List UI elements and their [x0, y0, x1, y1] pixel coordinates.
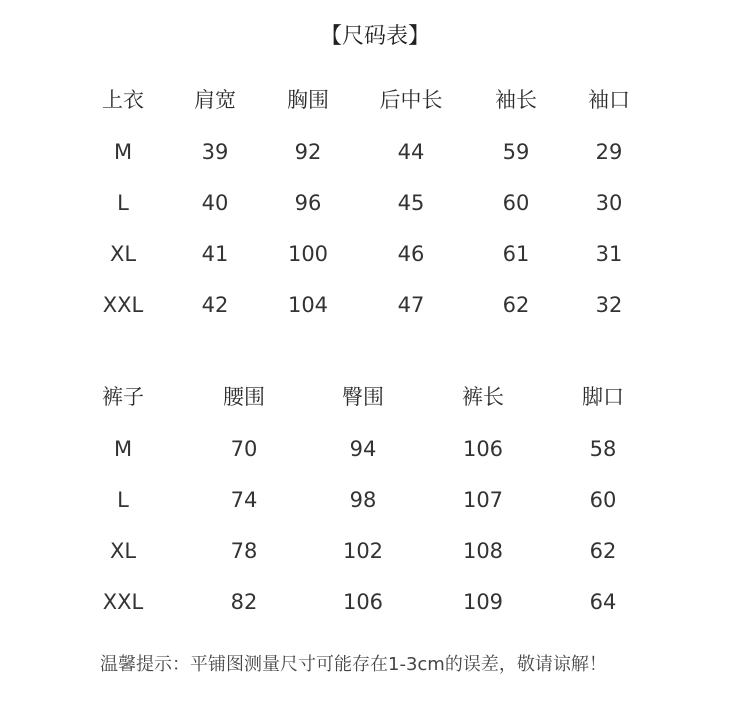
top-table-cell: 45	[397, 191, 425, 215]
top-table-cell: 47	[397, 293, 425, 317]
bottom-table-cell: 82	[230, 590, 258, 614]
top-table-cell: 61	[502, 242, 530, 266]
bottom-table-cell: 98	[349, 488, 377, 512]
top-table-cell: 104	[287, 293, 329, 317]
top-table-cell: 39	[201, 140, 229, 164]
bottom-table-cell: 94	[349, 437, 377, 461]
top-table-cell: 41	[201, 242, 229, 266]
top-size-label: XXL	[102, 293, 144, 317]
top-table-cell: 44	[397, 140, 425, 164]
bottom-table-cell: 106	[462, 437, 504, 461]
bottom-header-cell: 裤子	[102, 385, 144, 409]
top-table-cell: 62	[502, 293, 530, 317]
bottom-header-cell: 裤长	[462, 385, 504, 409]
page-title: 【尺码表】	[319, 24, 430, 49]
top-table-cell: 92	[294, 140, 322, 164]
top-header-cell: 肩宽	[194, 88, 236, 112]
bottom-table-cell: 74	[230, 488, 258, 512]
top-table-cell: 42	[201, 293, 229, 317]
top-table-cell: 32	[595, 293, 623, 317]
bottom-table-cell: 70	[230, 437, 258, 461]
top-header-cell: 袖口	[588, 88, 630, 112]
top-size-label: M	[113, 140, 133, 164]
bottom-size-label: XL	[109, 539, 137, 563]
bottom-size-label: XXL	[102, 590, 144, 614]
top-table-cell: 40	[201, 191, 229, 215]
top-size-label: XL	[109, 242, 137, 266]
top-header-cell: 胸围	[287, 88, 329, 112]
bottom-table-cell: 106	[342, 590, 384, 614]
top-table-cell: 31	[595, 242, 623, 266]
bottom-size-label: M	[113, 437, 133, 461]
bottom-table-cell: 108	[462, 539, 504, 563]
bottom-header-cell: 腰围	[223, 385, 265, 409]
bottom-table-cell: 102	[342, 539, 384, 563]
bottom-header-cell: 臀围	[342, 385, 384, 409]
bottom-table-cell: 78	[230, 539, 258, 563]
bottom-table-cell: 109	[462, 590, 504, 614]
top-header-cell: 后中长	[379, 88, 443, 112]
top-table-cell: 29	[595, 140, 623, 164]
top-table-cell: 96	[294, 191, 322, 215]
measurement-note: 温馨提示：平铺图测量尺寸可能存在1-3cm的误差，敬请谅解！	[100, 654, 607, 675]
top-table-cell: 46	[397, 242, 425, 266]
top-table-cell: 30	[595, 191, 623, 215]
bottom-table-cell: 58	[589, 437, 617, 461]
top-size-label: L	[117, 191, 129, 215]
bottom-table-cell: 60	[589, 488, 617, 512]
top-table-cell: 60	[502, 191, 530, 215]
bottom-table-cell: 62	[589, 539, 617, 563]
top-table-cell: 59	[502, 140, 530, 164]
bottom-table-cell: 64	[589, 590, 617, 614]
bottom-size-label: L	[117, 488, 129, 512]
top-header-cell: 上衣	[102, 88, 144, 112]
bottom-table-cell: 107	[462, 488, 504, 512]
bottom-header-cell: 脚口	[582, 385, 624, 409]
top-table-cell: 100	[287, 242, 329, 266]
top-header-cell: 袖长	[495, 88, 537, 112]
